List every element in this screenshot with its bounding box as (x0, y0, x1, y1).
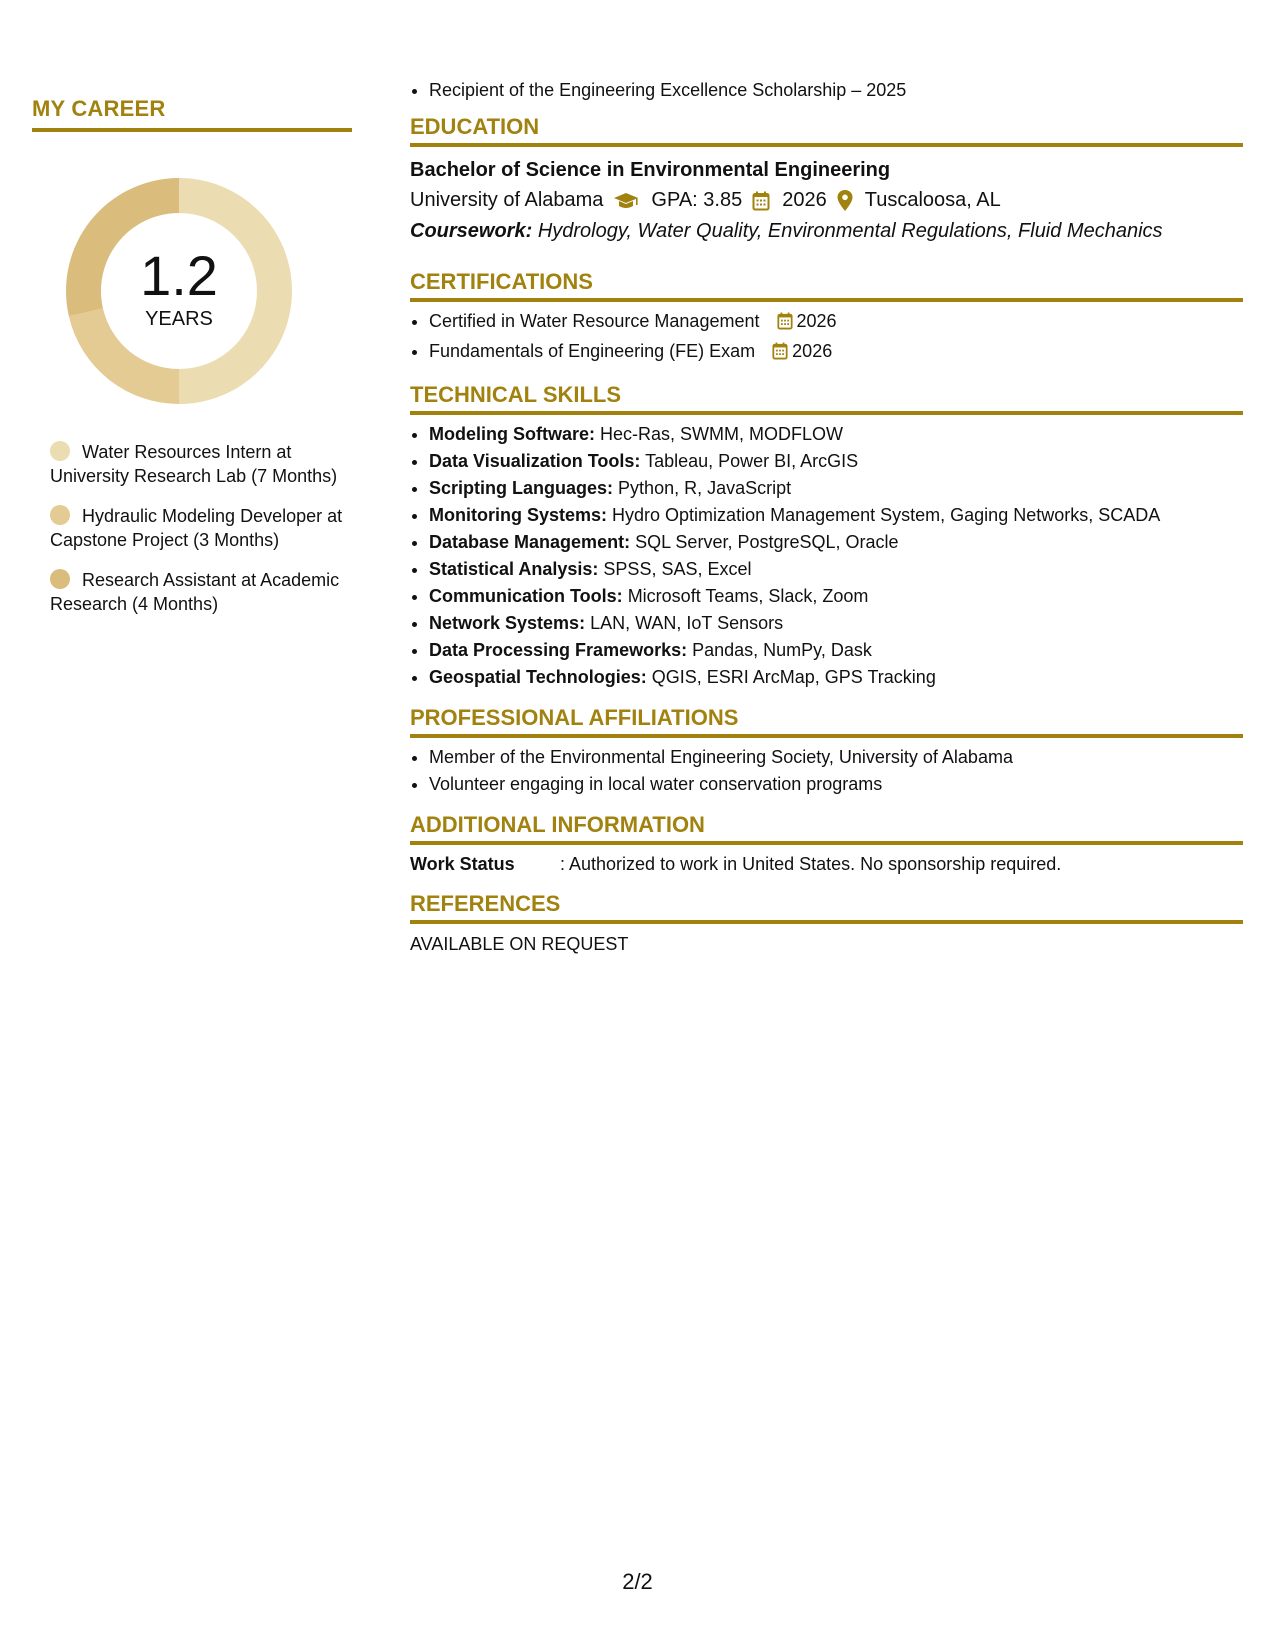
legend-item (50, 504, 352, 552)
legend-dot-icon (50, 505, 70, 525)
career-legend (32, 440, 352, 616)
certifications-heading: CERTIFICATIONS (410, 269, 1243, 302)
skill-label: Communication Tools: (429, 586, 623, 606)
skill-label: Modeling Software: (429, 424, 595, 444)
skill-item (429, 529, 1243, 556)
skill-label: Statistical Analysis: (429, 559, 599, 579)
skill-label: Geospatial Technologies: (429, 667, 647, 687)
sidebar (32, 96, 352, 632)
skill-item (429, 610, 1243, 637)
skill-item (429, 502, 1243, 529)
skill-label: Data Processing Frameworks: (429, 640, 688, 660)
certification-name: Certified in Water Resource Management (429, 311, 760, 331)
coursework (410, 216, 1243, 247)
award-item: • Recipient of the Engineering Excellence Scholarship – 2025 (429, 78, 1243, 102)
certifications-list (410, 308, 1243, 368)
certification-year: 2026 (792, 341, 833, 361)
skill-item (429, 664, 1243, 691)
work-status-label: Work Status (410, 854, 515, 874)
skill-item (429, 421, 1243, 448)
skill-item (429, 556, 1243, 583)
coursework-label: Coursework: (410, 220, 533, 242)
affiliation-item: • Volunteer engaging in local water conservation programs (429, 771, 1243, 798)
skill-item (429, 448, 1243, 475)
skill-label: Network Systems: (429, 613, 586, 633)
school-name: University of Alabama (410, 189, 604, 211)
legend-item (50, 568, 352, 616)
coursework-list: Hydrology, Water Quality, Environmental Regulations, Fluid Mechanics (537, 220, 1163, 242)
map-pin-icon (837, 190, 853, 211)
legend-label: Water Resources Intern at University Research Lab (7 Months) (50, 442, 338, 486)
skill-item (429, 637, 1243, 664)
gpa: GPA: 3.85 (651, 189, 743, 211)
award-list (410, 78, 1243, 102)
degree-title: Bachelor of Science in Environmental Engineering (410, 159, 891, 181)
skill-value: QGIS, ESRI ArcMap, GPS Tracking (651, 667, 936, 687)
affiliations-heading: PROFESSIONAL AFFILIATIONS (410, 705, 1243, 738)
skill-label: Scripting Languages: (429, 478, 614, 498)
donut-center (66, 178, 292, 404)
certification-item (429, 308, 1243, 338)
skill-value: Tableau, Power BI, ArcGIS (645, 451, 859, 471)
certification-name: Fundamentals of Engineering (FE) Exam (429, 341, 756, 361)
graduation-year: 2026 (782, 189, 827, 211)
skill-label: Database Management: (429, 532, 631, 552)
page-number: 2/2 (622, 1569, 653, 1594)
calendar-icon (777, 311, 793, 338)
education-heading: EDUCATION (410, 114, 1243, 147)
calendar-icon (752, 191, 770, 211)
career-donut-chart (66, 178, 292, 404)
additional-heading: ADDITIONAL INFORMATION (410, 812, 1243, 845)
calendar-icon (772, 341, 788, 368)
affiliations-list (410, 744, 1243, 798)
skill-value: Python, R, JavaScript (618, 478, 792, 498)
skill-label: Monitoring Systems: (429, 505, 608, 525)
skill-value: Microsoft Teams, Slack, Zoom (627, 586, 869, 606)
graduation-cap-icon (613, 192, 639, 210)
work-status-row (410, 851, 1243, 877)
skills-list (410, 421, 1243, 691)
school-location: Tuscaloosa, AL (864, 189, 1001, 211)
skill-label: Data Visualization Tools: (429, 451, 641, 471)
legend-item (50, 440, 352, 488)
education-details (410, 185, 1243, 216)
skill-item (429, 583, 1243, 610)
donut-center-unit: YEARS (145, 307, 213, 330)
legend-label: Research Assistant at Academic Research (4 Months) (50, 570, 340, 614)
skill-value: SQL Server, PostgreSQL, Oracle (635, 532, 899, 552)
skill-value: SPSS, SAS, Excel (603, 559, 752, 579)
references-heading: REFERENCES (410, 891, 1243, 924)
certification-item (429, 338, 1243, 368)
skill-value: Pandas, NumPy, Dask (692, 640, 872, 660)
skill-value: Hec-Ras, SWMM, MODFLOW (600, 424, 844, 444)
donut-center-value: 1.2 (140, 243, 218, 307)
career-title: MY CAREER (32, 96, 352, 132)
legend-dot-icon (50, 569, 70, 589)
skill-value: Hydro Optimization Management System, Gaging Networks, SCADA (612, 505, 1161, 525)
legend-dot-icon (50, 441, 70, 461)
references-text: AVAILABLE ON REQUEST (410, 934, 629, 954)
affiliation-item: • Member of the Environmental Engineering Society, University of Alabama (429, 744, 1243, 771)
skill-value: LAN, WAN, IoT Sensors (590, 613, 784, 633)
skill-item (429, 475, 1243, 502)
certification-year: 2026 (796, 311, 837, 331)
skills-heading: TECHNICAL SKILLS (410, 382, 1243, 415)
legend-label: Hydraulic Modeling Developer at Capstone Project (3 Months) (50, 506, 343, 550)
main-content (410, 78, 1243, 955)
work-status-value: : Authorized to work in United States. No sponsorship required. (560, 854, 1062, 874)
